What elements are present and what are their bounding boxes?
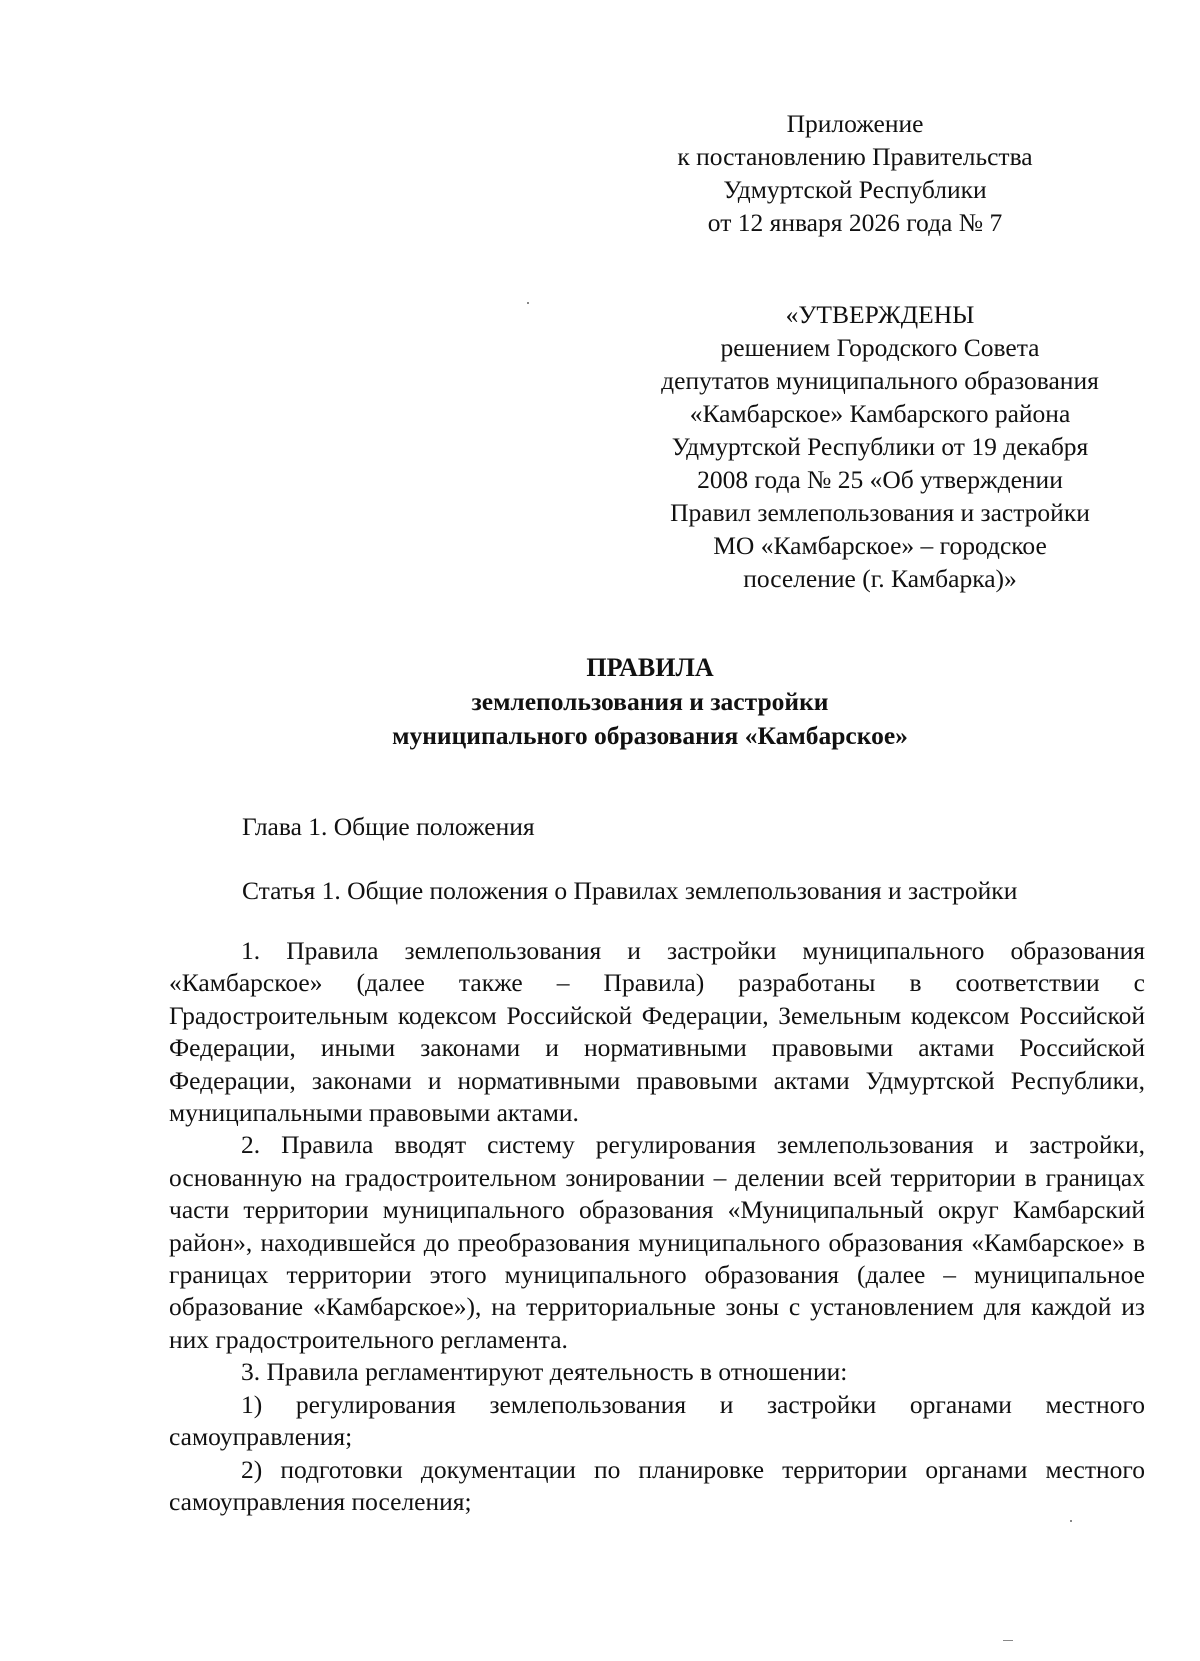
approval-line: решением Городского Совета xyxy=(720,333,1040,362)
approval-stamp xyxy=(620,298,1140,595)
body-text xyxy=(169,935,1145,1518)
paragraph: 1. Правила землепользования и застройки муниципального образования «Камбарское» (далее также – Правила) разработаны в соответствии с Градостроительным кодексом Российской Федерации, Земельным кодексом Российской Федерации, иными законами и нормативными правовыми актами Российской Федерации, законами и нормативными правовыми актами Удмуртской Республики, муниципальными правовыми актами. xyxy=(169,936,1145,1128)
paragraph: 1) регулирования землепользования и застройки органами местного самоуправления; xyxy=(169,1389,1145,1452)
title-subtitle: землепользования и застройки xyxy=(471,687,829,716)
approval-line: «Камбарское» Камбарского района xyxy=(689,399,1071,428)
paragraph: 3. Правила регламентируют деятельность в отношении: xyxy=(241,1357,848,1387)
paragraph: 2) подготовки документации по планировке территории органами местного самоуправления поселения; xyxy=(169,1454,1145,1516)
scan-speck xyxy=(1070,1520,1072,1522)
appendix-header xyxy=(620,107,1090,239)
approval-line: депутатов муниципального образования xyxy=(661,366,1099,395)
appendix-line: от 12 января 2026 года № 7 xyxy=(707,208,1003,237)
approval-line: Удмуртской Республики от 19 декабря xyxy=(671,432,1089,461)
article-heading: Статья 1. Общие положения о Правилах землепользования и застройки xyxy=(242,876,1018,905)
approval-line: поселение (г. Камбарка)» xyxy=(743,564,1017,593)
appendix-line: Приложение xyxy=(786,109,924,138)
scan-speck xyxy=(527,302,529,304)
approval-line: Правил землепользования и застройки xyxy=(670,498,1090,527)
approval-line: 2008 года № 25 «Об утверждении xyxy=(697,465,1063,494)
appendix-line: Удмуртской Республики xyxy=(723,175,987,204)
approval-line: МО «Камбарское» – городское xyxy=(713,531,1047,560)
paragraph: 2. Правила вводят систему регулирования землепользования и застройки, основанную на градостроительном зонировании – делении всей территории в границах части территории муниципального образования «Муниципальный округ Камбарский район», находившейся до преобразования муниципального образования «Камбарское» в границах территории этого муниципального образования (далее – муниципальное образование «Камбарское»), на территориальные зоны с установлением для каждой из них градостроительного регламента. xyxy=(169,1130,1145,1354)
appendix-line: к постановлению Правительства xyxy=(677,142,1033,171)
title-subtitle: муниципального образования «Камбарское» xyxy=(392,721,908,750)
title-main: ПРАВИЛА xyxy=(586,653,714,682)
approval-line: «УТВЕРЖДЕНЫ xyxy=(785,300,975,329)
scan-speck xyxy=(1003,1640,1013,1641)
document-title xyxy=(200,651,1100,753)
chapter-heading: Глава 1. Общие положения xyxy=(242,812,535,841)
